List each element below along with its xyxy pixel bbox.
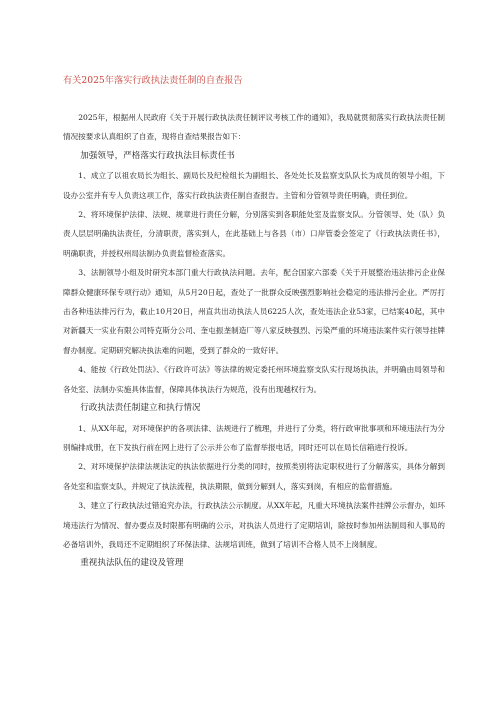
section-heading: 行政执法责任制建立和执行情况 xyxy=(80,403,201,414)
section-heading: 加强领导，严格落实行政执法目标责任书 xyxy=(80,150,235,161)
section-3 xyxy=(63,554,445,573)
paragraph: 2、对环境保护法律法规法定的执法依据进行分类的同时，按照类别将法定职权进行了分解落实，具体分解到各处室和监察支队，并规定了执法流程，执法期限，做到分解到人，落实到岗，有相应的监督措施。 xyxy=(63,462,445,491)
paragraph: 4、能按《行政处罚法》、《行政许可法》等法律的规定委托州环境监察支队实行现场执法，并明确由局领导和各处室、法制办实施具体监督，保障具体执法行为规范，没有出现越权行为。 xyxy=(63,365,445,394)
paragraph: 3、建立了行政执法过错追究办法，行政执法公示制度。从XX年起，凡重大环境执法案件挂牌公示督办，如环境违法行为情况、督办要点及时限都有明确的公示，对执法人员进行了定期培训，除按时参加州法制局和人事局的必备培训外，我局还不定期组织了环保法律、法规培训班，做到了培训不合格人员不上岗制度。 xyxy=(63,501,445,549)
document-title: 有关2025年落实行政执法责任制的自查报告 xyxy=(63,75,243,86)
document-page xyxy=(63,74,445,574)
intro-paragraph: 2025年，根据州人民政府《关于开展行政执法责任制评议考核工作的通知》，我局就贯彻落实行政执法责任制情况按要求认真组织了自查，现将自查结果报告如下： xyxy=(63,113,445,142)
paragraph: 3、法制领导小组及时研究本部门重大行政执法问题。去年，配合国家六部委《关于开展整治违法排污企业保障群众健康环保专项行动》通知，从5月20日起，查处了一批群众反映强烈影响社会稳定的违法排污企业。严厉打击各种违法排污行为，截止10月20日，州直共出动执法人员6225人次，查处违法企业53家，已结案40起，其中对新疆天一实业有限公司特克斯分公司、奎屯振垄制造厂等八家反映强烈、污染严重的环境违法案件实行领导挂牌督办制度。定期研究解决执法难的问题，受到了群众的一致好评。 xyxy=(63,268,445,355)
paragraph: 2、将环境保护法律、法规、规章进行责任分解，分别落实到各职能处室及监察支队。分管领导、处（队）负责人层层明确执法责任，分清职责，落实到人，在此基础上与各县（市）口岸管委会签定了《行政执法责任书》，明确职责，并授权州局法制办负责监督检查落实。 xyxy=(63,210,445,258)
paragraph: 1、从XX年起，对环境保护的各项法律、法规进行了梳理，并进行了分类，将行政审批事项和环境违法行为分别编排成册，在下发执行前在网上进行了公示并公布了监督举报电话，同时还可以在局长信箱进行投诉。 xyxy=(63,423,445,452)
section-heading: 重视执法队伍的建设及管理 xyxy=(80,558,184,569)
section-1 xyxy=(63,147,445,399)
paragraph: 1、成立了以祖农局长为组长、副局长及纪检组长为副组长、各处处长及监察支队队长为成员的领导小组，下设办公室并有专人负责这项工作，落实行政执法责任制自查报告。主管和分管领导责任明确，责任到位。 xyxy=(63,171,445,200)
section-2 xyxy=(63,399,445,554)
